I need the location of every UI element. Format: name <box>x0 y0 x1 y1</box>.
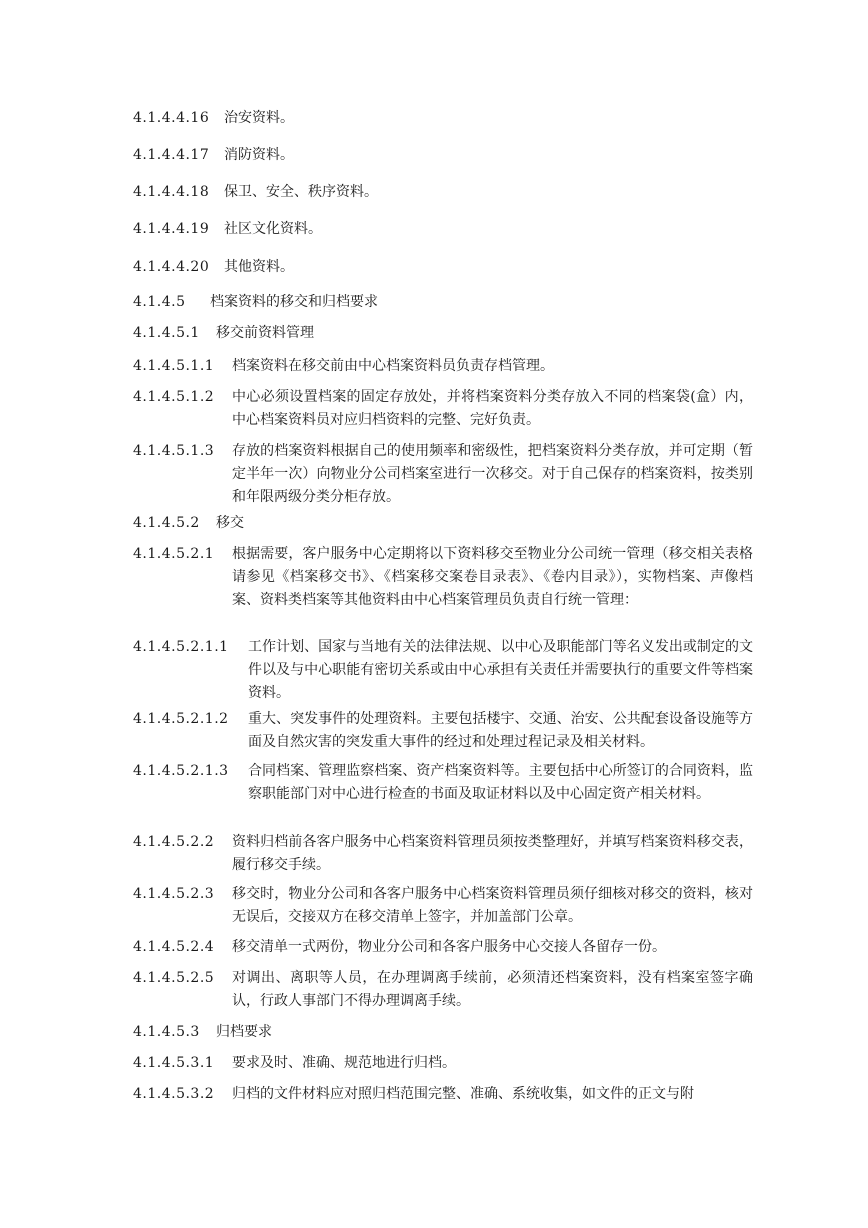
clause-number: 4.1.4.5.2.2 <box>133 834 215 850</box>
clause-text: 工作计划、国家与当地有关的法律法规、以中心及职能部门等名义发出或制定的文件以及与中心职能有密切关系或由中心承担有关责任并需要执行的重要文件等档案资料。 <box>248 639 753 701</box>
clause-number: 4.1.4.4.17 <box>133 147 210 163</box>
clause-4-1-4-5-2-1 <box>133 543 753 612</box>
clause-text: 归档要求 <box>216 1024 272 1040</box>
clause-text: 档案资料在移交前由中心档案资料员负责存档管理。 <box>232 358 554 374</box>
section-heading-4-1-4-5-1 <box>133 322 753 345</box>
clause-number: 4.1.4.5.3 <box>133 1024 200 1040</box>
clause-text: 资料归档前各客户服务中心档案资料管理员须按类整理好，并填写档案资料移交表，履行移交手续。 <box>232 834 753 873</box>
clause-text: 存放的档案资料根据自己的使用频率和密级性，把档案资料分类存放，并可定期（暂定半年一次）向物业分公司档案室进行一次移交。对于自己保存的档案资料，按类别和年限两级分类分柜存放。 <box>232 443 753 505</box>
clause-text: 对调出、离职等人员，在办理调离手续前，必须清还档案资料，没有档案室签字确认，行政人事部门不得办理调离手续。 <box>232 970 753 1009</box>
clause-number: 4.1.4.4.20 <box>133 259 210 275</box>
section-heading-4-1-4-5-2 <box>133 512 753 535</box>
clause-text: 治安资料。 <box>224 110 294 126</box>
clause-number: 4.1.4.5.2.4 <box>133 939 215 955</box>
clause-text: 中心必须设置档案的固定存放处，并将档案资料分类存放入不同的档案袋(盒）内，中心档案资料员对应归档资料的完整、完好负责。 <box>232 389 753 428</box>
clause-text: 保卫、安全、秩序资料。 <box>224 184 378 200</box>
clause-text: 移交前资料管理 <box>216 325 314 341</box>
clause-text: 重大、突发事件的处理资料。主要包括楼宇、交通、治安、公共配套设备设施等方面及自然灾害的突发重大事件的经过和处理过程记录及相关材料。 <box>248 711 753 750</box>
clause-number: 4.1.4.5.1.3 <box>133 443 215 459</box>
clause-number: 4.1.4.5.2.1.3 <box>133 763 229 779</box>
clause-text: 档案资料的移交和归档要求 <box>210 294 378 310</box>
clause-text: 根据需要，客户服务中心定期将以下资料移交至物业分公司统一管理（移交相关表格请参见《档案移交书》、《档案移交案卷目录表》、《卷内目录》），实物档案、声像档案、资料类档案等其他资料由中心档案管理员负责自行统一管理： <box>232 546 753 608</box>
clause-4-1-4-5-2-1-2 <box>133 708 753 754</box>
clause-number: 4.1.4.5.1 <box>133 325 200 341</box>
clause-number: 4.1.4.4.19 <box>133 221 210 237</box>
clause-text: 其他资料。 <box>224 259 294 275</box>
clause-text: 合同档案、管理监察档案、资产档案资料等。主要包括中心所签订的合同资料，监察职能部门对中心进行检查的书面及取证材料以及中心固定资产相关材料。 <box>248 763 753 802</box>
clause-number: 4.1.4.5.2.3 <box>133 886 215 902</box>
clause-text: 归档的文件材料应对照归档范围完整、准确、系统收集，如文件的正文与附 <box>232 1086 694 1102</box>
clause-number: 4.1.4.5.1.2 <box>133 389 215 405</box>
clause-number: 4.1.4.5.3.1 <box>133 1055 215 1071</box>
clause-text: 移交 <box>216 515 244 531</box>
clause-4-1-4-4-16 <box>133 107 753 130</box>
clause-4-1-4-4-17 <box>133 144 753 167</box>
clause-number: 4.1.4.5.2.1 <box>133 546 215 562</box>
clause-number: 4.1.4.5.2.5 <box>133 970 215 986</box>
section-heading-4-1-4-5 <box>133 291 753 314</box>
clause-4-1-4-5-2-1-1 <box>133 636 753 705</box>
clause-4-1-4-5-2-3 <box>133 883 753 929</box>
clause-number: 4.1.4.5.1.1 <box>133 358 215 374</box>
clause-4-1-4-5-2-4 <box>133 936 753 959</box>
clause-4-1-4-5-3-1 <box>133 1052 753 1075</box>
clause-text: 移交清单一式两份，物业分公司和各客户服务中心交接人各留存一份。 <box>232 939 666 955</box>
clause-4-1-4-5-3-2 <box>133 1083 753 1106</box>
clause-4-1-4-5-2-1-3 <box>133 760 753 806</box>
clause-4-1-4-5-1-2 <box>133 386 753 432</box>
clause-text: 移交时，物业分公司和各客户服务中心档案资料管理员须仔细核对移交的资料，核对无误后，交接双方在移交清单上签字，并加盖部门公章。 <box>232 886 753 925</box>
clause-4-1-4-4-20 <box>133 256 753 279</box>
clause-4-1-4-4-18 <box>133 181 753 204</box>
clause-4-1-4-5-2-2 <box>133 831 753 877</box>
clause-text: 社区文化资料。 <box>224 221 322 237</box>
clause-4-1-4-5-2-5 <box>133 967 753 1013</box>
clause-text: 要求及时、准确、规范地进行归档。 <box>232 1055 456 1071</box>
section-heading-4-1-4-5-3 <box>133 1021 753 1044</box>
clause-number: 4.1.4.5.3.2 <box>133 1086 215 1102</box>
clause-number: 4.1.4.5.2.1.1 <box>133 639 229 655</box>
clause-text: 消防资料。 <box>224 147 294 163</box>
clause-number: 4.1.4.4.18 <box>133 184 210 200</box>
clause-4-1-4-4-19 <box>133 218 753 241</box>
clause-number: 4.1.4.5.2.1.2 <box>133 711 229 727</box>
clause-4-1-4-5-1-3 <box>133 440 753 509</box>
clause-4-1-4-5-1-1 <box>133 355 753 378</box>
clause-number: 4.1.4.5.2 <box>133 515 200 531</box>
clause-number: 4.1.4.5 <box>133 294 186 310</box>
clause-number: 4.1.4.4.16 <box>133 110 210 126</box>
